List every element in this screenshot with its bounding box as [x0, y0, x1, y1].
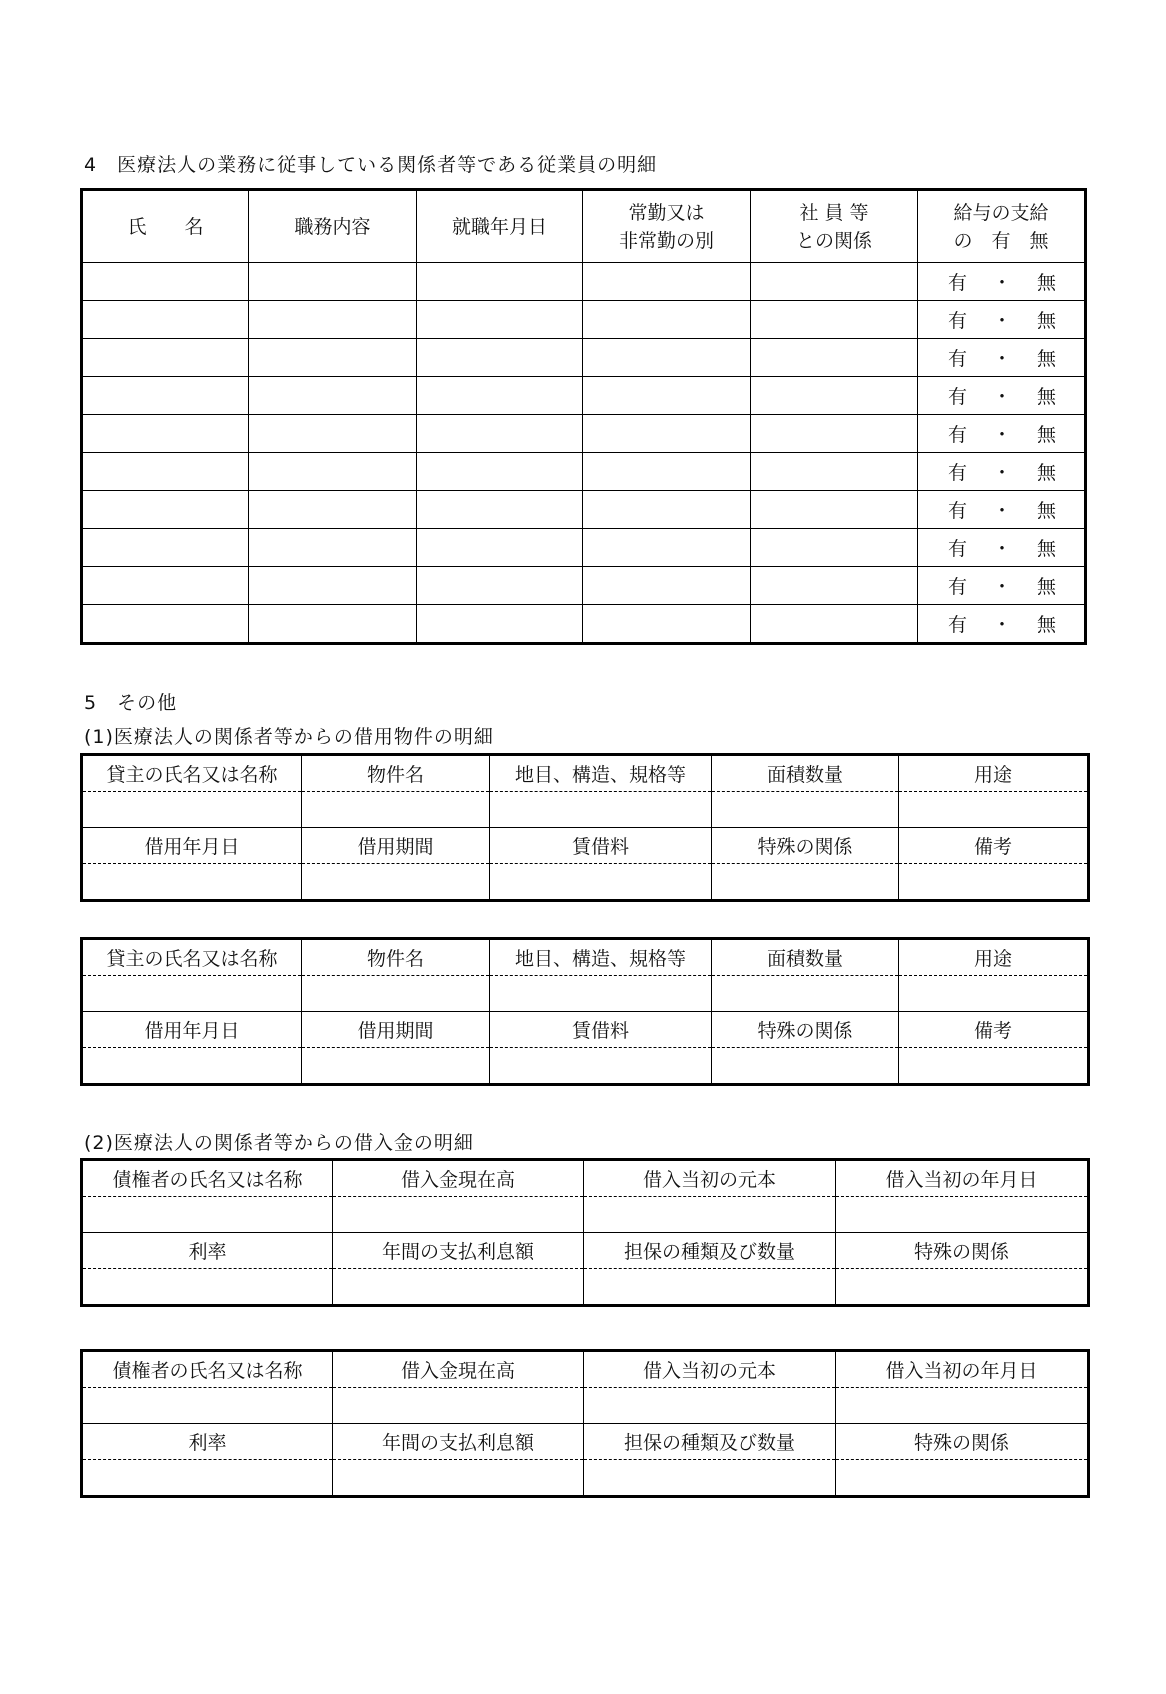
- lease-value-cell[interactable]: [712, 792, 899, 828]
- lease-value-cell[interactable]: [899, 1048, 1089, 1085]
- separator-dot: ・: [992, 614, 1012, 636]
- lease-label: 賃借料: [490, 1012, 712, 1048]
- lease-label: 地目、構造、規格等: [490, 755, 712, 792]
- loan-label: 借入当初の元本: [584, 1351, 836, 1388]
- loan-label: 借入当初の年月日: [836, 1160, 1089, 1197]
- lease-label: 貸主の氏名又は名称: [82, 939, 302, 976]
- loan-label: 年間の支払利息額: [333, 1424, 584, 1460]
- salary-no-option[interactable]: 無: [1036, 348, 1056, 370]
- lease-label: 面積数量: [712, 755, 899, 792]
- employee-row: [82, 377, 1086, 415]
- lease-label: 借用年月日: [82, 828, 302, 864]
- loan-label: 借入当初の元本: [584, 1160, 836, 1197]
- employee-cell[interactable]: [82, 453, 249, 491]
- loan-value-cell[interactable]: [333, 1269, 584, 1306]
- loan-label: 借入金現在高: [333, 1351, 584, 1388]
- lease-label: 備考: [899, 828, 1089, 864]
- salary-options: [918, 268, 1084, 295]
- lease-value-cell[interactable]: [302, 976, 490, 1012]
- employee-row: [82, 605, 1086, 644]
- salary-yes-option[interactable]: 有: [948, 310, 968, 332]
- salary-no-option[interactable]: 無: [1036, 386, 1056, 408]
- loan-label: 特殊の関係: [836, 1424, 1089, 1460]
- employee-cell[interactable]: [583, 453, 751, 491]
- salary-options: [918, 458, 1084, 485]
- employee-cell[interactable]: [249, 453, 417, 491]
- loan-value-cell[interactable]: [333, 1460, 584, 1497]
- employee-cell[interactable]: [249, 339, 417, 377]
- employee-cell[interactable]: [583, 491, 751, 529]
- salary-options: [918, 534, 1084, 561]
- employee-cell[interactable]: [417, 377, 583, 415]
- salary-yes-option[interactable]: 有: [948, 424, 968, 446]
- loan-label: 担保の種類及び数量: [584, 1233, 836, 1269]
- lease-value-cell[interactable]: [82, 1048, 302, 1085]
- employee-cell[interactable]: [417, 605, 583, 644]
- salary-yes-option[interactable]: 有: [948, 462, 968, 484]
- section5-title: 5 その他: [84, 692, 178, 714]
- employee-table: [80, 188, 1087, 645]
- employee-cell[interactable]: [417, 263, 583, 301]
- lease-value-cell[interactable]: [82, 792, 302, 828]
- lease-label: 備考: [899, 1012, 1089, 1048]
- lease-label: 面積数量: [712, 939, 899, 976]
- employee-cell[interactable]: [751, 567, 918, 605]
- loan-value-cell[interactable]: [82, 1197, 333, 1233]
- loan-value-cell[interactable]: [584, 1460, 836, 1497]
- header-name: [82, 190, 249, 263]
- lease-label: 特殊の関係: [712, 828, 899, 864]
- header-duties: [249, 190, 417, 263]
- salary-yes-no-cell[interactable]: [918, 415, 1086, 453]
- employee-cell[interactable]: [417, 567, 583, 605]
- employee-cell[interactable]: [82, 529, 249, 567]
- employee-row: [82, 301, 1086, 339]
- employee-cell[interactable]: [583, 567, 751, 605]
- loan-value-cell[interactable]: [836, 1269, 1089, 1306]
- employee-cell[interactable]: [249, 491, 417, 529]
- employee-row: [82, 491, 1086, 529]
- employee-cell[interactable]: [249, 415, 417, 453]
- employee-cell[interactable]: [249, 301, 417, 339]
- lease-value-cell[interactable]: [490, 864, 712, 901]
- header-line: 常勤又は: [628, 201, 705, 224]
- lease-label: 物件名: [302, 939, 490, 976]
- section5-sub2-title: (2)医療法人の関係者等からの借入金の明細: [84, 1132, 474, 1154]
- salary-yes-no-cell[interactable]: [918, 529, 1086, 567]
- lease-value-cell[interactable]: [302, 864, 490, 901]
- header-fulltime: [583, 190, 751, 263]
- loan-table-1: [80, 1158, 1090, 1307]
- employee-cell[interactable]: [751, 605, 918, 644]
- lease-label: 用途: [899, 939, 1089, 976]
- section5-sub1-title: (1)医療法人の関係者等からの借用物件の明細: [84, 726, 494, 748]
- header-salary: [918, 190, 1086, 263]
- salary-options: [918, 420, 1084, 447]
- salary-yes-no-cell[interactable]: [918, 377, 1086, 415]
- loan-value-cell[interactable]: [836, 1388, 1089, 1424]
- lease-table-2: [80, 937, 1090, 1086]
- header-line: 職務内容: [294, 215, 371, 238]
- employee-cell[interactable]: [249, 605, 417, 644]
- employee-cell[interactable]: [583, 301, 751, 339]
- salary-no-option[interactable]: 無: [1036, 462, 1056, 484]
- lease-label: 貸主の氏名又は名称: [82, 755, 302, 792]
- lease-label: 借用年月日: [82, 1012, 302, 1048]
- lease-value-cell[interactable]: [899, 792, 1089, 828]
- loan-label: 特殊の関係: [836, 1233, 1089, 1269]
- employee-cell[interactable]: [249, 567, 417, 605]
- salary-yes-option[interactable]: 有: [948, 538, 968, 560]
- salary-no-option[interactable]: 無: [1036, 424, 1056, 446]
- salary-yes-no-cell[interactable]: [918, 567, 1086, 605]
- salary-yes-no-cell[interactable]: [918, 491, 1086, 529]
- employee-cell[interactable]: [583, 529, 751, 567]
- loan-label: 担保の種類及び数量: [584, 1424, 836, 1460]
- header-line: との関係: [795, 229, 872, 252]
- salary-yes-option[interactable]: 有: [948, 272, 968, 294]
- loan-value-cell[interactable]: [82, 1388, 333, 1424]
- salary-options: [918, 572, 1084, 599]
- employee-cell[interactable]: [417, 415, 583, 453]
- lease-value-cell[interactable]: [490, 792, 712, 828]
- salary-options: [918, 344, 1084, 371]
- lease-table-1: [80, 753, 1090, 902]
- loan-label: 債権者の氏名又は名称: [82, 1160, 333, 1197]
- lease-value-cell[interactable]: [302, 792, 490, 828]
- lease-value-cell[interactable]: [490, 1048, 712, 1085]
- salary-yes-option[interactable]: 有: [948, 386, 968, 408]
- loan-label: 年間の支払利息額: [333, 1233, 584, 1269]
- employee-cell[interactable]: [583, 415, 751, 453]
- header-relationship: [751, 190, 918, 263]
- separator-dot: ・: [992, 386, 1012, 408]
- separator-dot: ・: [992, 576, 1012, 598]
- employee-cell[interactable]: [751, 339, 918, 377]
- lease-value-cell[interactable]: [302, 1048, 490, 1085]
- salary-options: [918, 496, 1084, 523]
- loan-label: 利率: [82, 1233, 333, 1269]
- employee-row: [82, 263, 1086, 301]
- employee-cell[interactable]: [751, 453, 918, 491]
- employee-cell[interactable]: [751, 301, 918, 339]
- salary-no-option[interactable]: 無: [1036, 614, 1056, 636]
- lease-label: 物件名: [302, 755, 490, 792]
- employee-cell[interactable]: [417, 301, 583, 339]
- header-line: 非常勤の別: [618, 229, 714, 252]
- lease-label: 用途: [899, 755, 1089, 792]
- separator-dot: ・: [992, 310, 1012, 332]
- header-line: 給与の支給: [953, 201, 1049, 224]
- loan-label: 借入金現在高: [333, 1160, 584, 1197]
- separator-dot: ・: [992, 424, 1012, 446]
- salary-options: [918, 382, 1084, 409]
- lease-value-cell[interactable]: [82, 976, 302, 1012]
- employee-row: [82, 453, 1086, 491]
- salary-no-option[interactable]: 無: [1036, 500, 1056, 522]
- header-line: 就職年月日: [451, 215, 547, 238]
- employee-cell[interactable]: [583, 605, 751, 644]
- salary-yes-no-cell[interactable]: [918, 263, 1086, 301]
- header-line: 氏 名: [127, 215, 204, 238]
- employee-cell[interactable]: [751, 377, 918, 415]
- employee-cell[interactable]: [751, 491, 918, 529]
- lease-value-cell[interactable]: [712, 976, 899, 1012]
- salary-yes-option[interactable]: 有: [948, 348, 968, 370]
- employee-table-header: [82, 190, 1086, 263]
- lease-label: 地目、構造、規格等: [490, 939, 712, 976]
- lease-label: 借用期間: [302, 1012, 490, 1048]
- employee-cell[interactable]: [417, 339, 583, 377]
- salary-yes-no-cell[interactable]: [918, 339, 1086, 377]
- loan-value-cell[interactable]: [584, 1269, 836, 1306]
- separator-dot: ・: [992, 538, 1012, 560]
- separator-dot: ・: [992, 500, 1012, 522]
- lease-value-cell[interactable]: [490, 976, 712, 1012]
- loan-value-cell[interactable]: [584, 1388, 836, 1424]
- employee-cell[interactable]: [82, 377, 249, 415]
- loan-value-cell[interactable]: [82, 1460, 333, 1497]
- section4-title: 4 医療法人の業務に従事している関係者等である従業員の明細: [84, 154, 658, 176]
- lease-value-cell[interactable]: [899, 864, 1089, 901]
- employee-row: [82, 339, 1086, 377]
- employee-cell[interactable]: [82, 301, 249, 339]
- employee-cell[interactable]: [751, 263, 918, 301]
- loan-value-cell[interactable]: [333, 1197, 584, 1233]
- salary-yes-option[interactable]: 有: [948, 614, 968, 636]
- lease-label: 賃借料: [490, 828, 712, 864]
- employee-row: [82, 567, 1086, 605]
- separator-dot: ・: [992, 272, 1012, 294]
- salary-no-option[interactable]: 無: [1036, 272, 1056, 294]
- employee-cell[interactable]: [82, 339, 249, 377]
- loan-value-cell[interactable]: [836, 1197, 1089, 1233]
- employee-cell[interactable]: [417, 491, 583, 529]
- employee-cell[interactable]: [751, 529, 918, 567]
- employee-cell[interactable]: [82, 415, 249, 453]
- employee-row: [82, 529, 1086, 567]
- lease-value-cell[interactable]: [712, 864, 899, 901]
- salary-yes-no-cell[interactable]: [918, 453, 1086, 491]
- salary-no-option[interactable]: 無: [1036, 310, 1056, 332]
- separator-dot: ・: [992, 348, 1012, 370]
- loan-value-cell[interactable]: [333, 1388, 584, 1424]
- salary-options: [918, 610, 1084, 637]
- employee-row: [82, 415, 1086, 453]
- employee-cell[interactable]: [249, 263, 417, 301]
- loan-label: 債権者の氏名又は名称: [82, 1351, 333, 1388]
- loan-label: 借入当初の年月日: [836, 1351, 1089, 1388]
- header-hire-date: [417, 190, 583, 263]
- header-line: の 有 無: [953, 229, 1049, 252]
- loan-value-cell[interactable]: [584, 1197, 836, 1233]
- loan-value-cell[interactable]: [836, 1460, 1089, 1497]
- loan-label: 利率: [82, 1424, 333, 1460]
- employee-cell[interactable]: [417, 529, 583, 567]
- employee-cell[interactable]: [82, 491, 249, 529]
- employee-cell[interactable]: [417, 453, 583, 491]
- employee-cell[interactable]: [82, 567, 249, 605]
- salary-yes-option[interactable]: 有: [948, 576, 968, 598]
- lease-value-cell[interactable]: [712, 1048, 899, 1085]
- lease-label: 特殊の関係: [712, 1012, 899, 1048]
- employee-cell[interactable]: [751, 415, 918, 453]
- salary-yes-no-cell[interactable]: [918, 605, 1086, 644]
- salary-no-option[interactable]: 無: [1036, 576, 1056, 598]
- employee-cell[interactable]: [583, 263, 751, 301]
- lease-label: 借用期間: [302, 828, 490, 864]
- employee-cell[interactable]: [82, 605, 249, 644]
- loan-table-2: [80, 1349, 1090, 1498]
- lease-value-cell[interactable]: [82, 864, 302, 901]
- separator-dot: ・: [992, 462, 1012, 484]
- salary-yes-no-cell[interactable]: [918, 301, 1086, 339]
- lease-value-cell[interactable]: [899, 976, 1089, 1012]
- loan-value-cell[interactable]: [82, 1269, 333, 1306]
- employee-cell[interactable]: [249, 529, 417, 567]
- header-line: 社 員 等: [799, 201, 869, 224]
- employee-cell[interactable]: [583, 339, 751, 377]
- employee-cell[interactable]: [583, 377, 751, 415]
- salary-yes-option[interactable]: 有: [948, 500, 968, 522]
- employee-cell[interactable]: [82, 263, 249, 301]
- salary-options: [918, 306, 1084, 333]
- employee-cell[interactable]: [249, 377, 417, 415]
- salary-no-option[interactable]: 無: [1036, 538, 1056, 560]
